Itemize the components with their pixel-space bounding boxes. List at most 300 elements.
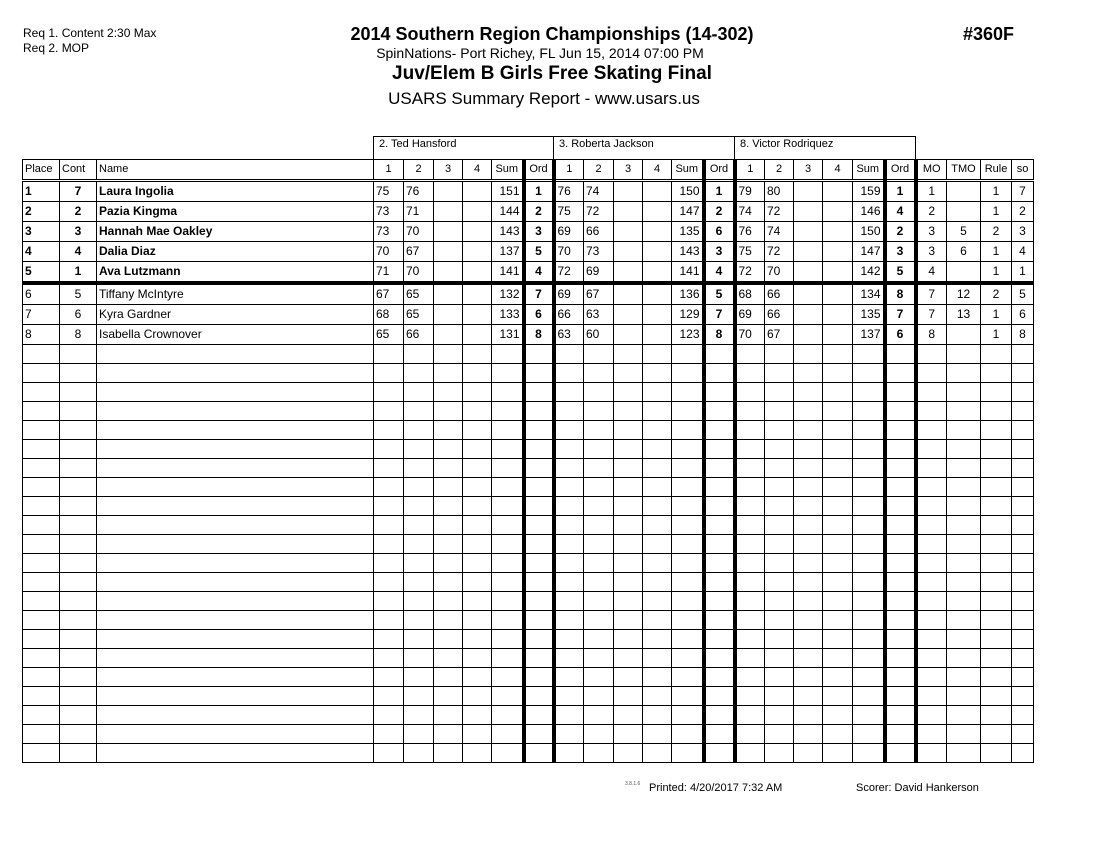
results-table bbox=[22, 159, 1034, 763]
empty-cell bbox=[643, 383, 672, 402]
empty-cell bbox=[823, 497, 853, 516]
empty-cell bbox=[794, 459, 823, 478]
score-3-cell bbox=[434, 283, 463, 305]
empty-cell bbox=[947, 535, 981, 554]
ordinal-cell: 7 bbox=[524, 283, 554, 305]
rule-cell: 2 bbox=[981, 283, 1012, 305]
score-3-cell bbox=[614, 202, 643, 222]
empty-cell bbox=[794, 383, 823, 402]
empty-cell bbox=[554, 649, 584, 668]
empty-cell bbox=[735, 554, 765, 573]
sum-cell: 147 bbox=[672, 202, 704, 222]
tmo-cell: 12 bbox=[947, 283, 981, 305]
empty-row bbox=[23, 478, 1034, 497]
empty-cell bbox=[672, 402, 704, 421]
empty-cell bbox=[981, 364, 1012, 383]
empty-cell bbox=[524, 478, 554, 497]
empty-cell bbox=[434, 497, 463, 516]
empty-cell bbox=[853, 592, 885, 611]
score-3-cell bbox=[794, 222, 823, 242]
empty-cell bbox=[524, 459, 554, 478]
score-1-cell: 69 bbox=[554, 283, 584, 305]
ordinal-cell: 6 bbox=[524, 305, 554, 325]
sum-cell: 144 bbox=[492, 202, 524, 222]
score-4-cell bbox=[643, 202, 672, 222]
empty-cell bbox=[60, 573, 97, 592]
rule-cell: 1 bbox=[981, 325, 1012, 345]
score-3-cell bbox=[794, 325, 823, 345]
empty-row bbox=[23, 687, 1034, 706]
empty-cell bbox=[794, 497, 823, 516]
empty-cell bbox=[765, 668, 794, 687]
competition-title: 2014 Southern Region Championships (14-302) bbox=[350, 24, 754, 44]
empty-cell bbox=[614, 459, 643, 478]
empty-cell bbox=[1012, 649, 1034, 668]
empty-cell bbox=[463, 345, 492, 364]
empty-cell bbox=[735, 364, 765, 383]
empty-cell bbox=[554, 630, 584, 649]
score-3-cell bbox=[434, 305, 463, 325]
sum-cell: 141 bbox=[492, 262, 524, 284]
empty-cell bbox=[60, 345, 97, 364]
empty-cell bbox=[554, 535, 584, 554]
empty-cell bbox=[23, 573, 60, 592]
empty-cell bbox=[643, 573, 672, 592]
empty-cell bbox=[463, 478, 492, 497]
empty-cell bbox=[97, 402, 374, 421]
empty-cell bbox=[823, 459, 853, 478]
empty-cell bbox=[1012, 478, 1034, 497]
score-1-cell: 76 bbox=[735, 222, 765, 242]
empty-cell bbox=[60, 706, 97, 725]
empty-cell bbox=[374, 440, 404, 459]
table-row bbox=[23, 305, 1034, 325]
empty-cell bbox=[584, 725, 614, 744]
score-1-cell: 70 bbox=[554, 242, 584, 262]
score-3-cell bbox=[614, 283, 643, 305]
empty-cell bbox=[97, 573, 374, 592]
tmo-cell bbox=[947, 181, 981, 202]
empty-cell bbox=[1012, 554, 1034, 573]
empty-cell bbox=[614, 649, 643, 668]
empty-cell bbox=[584, 402, 614, 421]
empty-cell bbox=[374, 478, 404, 497]
score-4-cell bbox=[463, 202, 492, 222]
so-cell: 6 bbox=[1012, 305, 1034, 325]
empty-cell bbox=[554, 364, 584, 383]
empty-cell bbox=[374, 725, 404, 744]
empty-cell bbox=[704, 592, 735, 611]
empty-cell bbox=[97, 383, 374, 402]
empty-cell bbox=[735, 744, 765, 763]
place-cell: 8 bbox=[23, 325, 60, 345]
score-3-cell bbox=[434, 202, 463, 222]
empty-cell bbox=[794, 687, 823, 706]
empty-cell bbox=[916, 668, 947, 687]
empty-cell bbox=[614, 725, 643, 744]
name-cell: Tiffany McIntyre bbox=[97, 283, 374, 305]
ordinal-cell: 2 bbox=[885, 222, 916, 242]
empty-cell bbox=[885, 535, 916, 554]
empty-cell bbox=[704, 668, 735, 687]
empty-cell bbox=[885, 440, 916, 459]
empty-cell bbox=[614, 744, 643, 763]
score-4-cell bbox=[643, 283, 672, 305]
sum-cell: 150 bbox=[853, 222, 885, 242]
empty-cell bbox=[853, 744, 885, 763]
empty-cell bbox=[735, 611, 765, 630]
empty-cell bbox=[97, 630, 374, 649]
empty-cell bbox=[823, 573, 853, 592]
empty-cell bbox=[23, 706, 60, 725]
empty-cell bbox=[672, 516, 704, 535]
empty-cell bbox=[916, 421, 947, 440]
empty-cell bbox=[463, 687, 492, 706]
ordinal-cell: 4 bbox=[524, 262, 554, 284]
empty-cell bbox=[554, 573, 584, 592]
empty-cell bbox=[524, 592, 554, 611]
empty-cell bbox=[704, 383, 735, 402]
empty-cell bbox=[524, 668, 554, 687]
empty-cell bbox=[614, 440, 643, 459]
empty-cell bbox=[916, 573, 947, 592]
empty-cell bbox=[614, 402, 643, 421]
empty-cell bbox=[614, 478, 643, 497]
empty-cell bbox=[23, 535, 60, 554]
empty-cell bbox=[374, 668, 404, 687]
empty-cell bbox=[1012, 573, 1034, 592]
sum-cell: 135 bbox=[853, 305, 885, 325]
empty-cell bbox=[643, 478, 672, 497]
empty-cell bbox=[853, 345, 885, 364]
empty-cell bbox=[554, 611, 584, 630]
score-3-cell bbox=[794, 262, 823, 284]
empty-cell bbox=[404, 687, 434, 706]
empty-cell bbox=[704, 554, 735, 573]
empty-cell bbox=[524, 345, 554, 364]
empty-cell bbox=[492, 649, 524, 668]
empty-cell bbox=[916, 554, 947, 573]
empty-cell bbox=[704, 706, 735, 725]
empty-cell bbox=[643, 744, 672, 763]
empty-cell bbox=[374, 402, 404, 421]
empty-cell bbox=[60, 459, 97, 478]
empty-cell bbox=[524, 611, 554, 630]
empty-cell bbox=[853, 573, 885, 592]
empty-cell bbox=[554, 725, 584, 744]
empty-cell bbox=[614, 364, 643, 383]
score-4-cell bbox=[643, 262, 672, 284]
empty-cell bbox=[947, 630, 981, 649]
empty-cell bbox=[1012, 535, 1034, 554]
score-4-cell bbox=[823, 305, 853, 325]
empty-cell bbox=[614, 630, 643, 649]
empty-cell bbox=[981, 440, 1012, 459]
so-cell: 5 bbox=[1012, 283, 1034, 305]
empty-cell bbox=[584, 611, 614, 630]
empty-cell bbox=[916, 364, 947, 383]
empty-cell bbox=[554, 744, 584, 763]
empty-cell bbox=[434, 573, 463, 592]
empty-cell bbox=[1012, 402, 1034, 421]
empty-cell bbox=[794, 649, 823, 668]
empty-cell bbox=[463, 649, 492, 668]
empty-cell bbox=[584, 592, 614, 611]
empty-cell bbox=[554, 497, 584, 516]
empty-cell bbox=[404, 630, 434, 649]
empty-cell bbox=[643, 649, 672, 668]
rule-cell: 1 bbox=[981, 202, 1012, 222]
cont-cell: 2 bbox=[60, 202, 97, 222]
empty-cell bbox=[524, 725, 554, 744]
empty-cell bbox=[735, 421, 765, 440]
empty-cell bbox=[916, 478, 947, 497]
empty-cell bbox=[1012, 706, 1034, 725]
score-4-cell bbox=[823, 283, 853, 305]
empty-cell bbox=[492, 440, 524, 459]
empty-cell bbox=[794, 364, 823, 383]
col-cont: Cont bbox=[60, 160, 97, 181]
ordinal-cell: 6 bbox=[885, 325, 916, 345]
table-row bbox=[23, 222, 1034, 242]
empty-cell bbox=[434, 459, 463, 478]
empty-cell bbox=[374, 345, 404, 364]
empty-cell bbox=[1012, 383, 1034, 402]
empty-cell bbox=[735, 478, 765, 497]
empty-cell bbox=[981, 744, 1012, 763]
name-cell: Laura Ingolia bbox=[97, 181, 374, 202]
empty-cell bbox=[374, 630, 404, 649]
sum-cell: 151 bbox=[492, 181, 524, 202]
empty-cell bbox=[672, 440, 704, 459]
rule-cell: 1 bbox=[981, 305, 1012, 325]
empty-cell bbox=[916, 630, 947, 649]
score-1-cell: 79 bbox=[735, 181, 765, 202]
empty-cell bbox=[434, 345, 463, 364]
empty-cell bbox=[947, 364, 981, 383]
empty-cell bbox=[735, 706, 765, 725]
score-4-cell bbox=[823, 325, 853, 345]
empty-cell bbox=[434, 630, 463, 649]
empty-cell bbox=[643, 687, 672, 706]
empty-cell bbox=[704, 364, 735, 383]
score-2-cell: 67 bbox=[404, 242, 434, 262]
empty-cell bbox=[735, 402, 765, 421]
empty-cell bbox=[404, 383, 434, 402]
empty-cell bbox=[60, 535, 97, 554]
empty-cell bbox=[643, 592, 672, 611]
empty-cell bbox=[981, 402, 1012, 421]
empty-cell bbox=[374, 421, 404, 440]
ordinal-cell: 8 bbox=[704, 325, 735, 345]
empty-cell bbox=[735, 497, 765, 516]
empty-cell bbox=[492, 478, 524, 497]
empty-cell bbox=[885, 649, 916, 668]
empty-cell bbox=[853, 440, 885, 459]
empty-cell bbox=[584, 383, 614, 402]
empty-cell bbox=[23, 668, 60, 687]
empty-cell bbox=[584, 345, 614, 364]
empty-cell bbox=[404, 725, 434, 744]
empty-cell bbox=[1012, 744, 1034, 763]
sum-cell: 141 bbox=[672, 262, 704, 284]
empty-cell bbox=[672, 744, 704, 763]
tmo-cell bbox=[947, 262, 981, 284]
empty-cell bbox=[97, 725, 374, 744]
empty-cell bbox=[947, 554, 981, 573]
empty-cell bbox=[981, 478, 1012, 497]
empty-cell bbox=[614, 497, 643, 516]
score-1-cell: 69 bbox=[554, 222, 584, 242]
empty-cell bbox=[853, 497, 885, 516]
empty-cell bbox=[794, 535, 823, 554]
empty-cell bbox=[765, 535, 794, 554]
col-j2-3: 3 bbox=[614, 160, 643, 181]
empty-cell bbox=[765, 611, 794, 630]
score-2-cell: 70 bbox=[765, 262, 794, 284]
empty-cell bbox=[97, 364, 374, 383]
empty-cell bbox=[735, 592, 765, 611]
empty-cell bbox=[885, 725, 916, 744]
score-1-cell: 75 bbox=[374, 181, 404, 202]
empty-cell bbox=[794, 345, 823, 364]
empty-cell bbox=[885, 630, 916, 649]
empty-cell bbox=[885, 402, 916, 421]
empty-cell bbox=[947, 459, 981, 478]
score-1-cell: 70 bbox=[374, 242, 404, 262]
score-2-cell: 67 bbox=[584, 283, 614, 305]
location-datetime: SpinNations- Port Richey, FL Jun 15, 2014 07:00 PM bbox=[376, 45, 704, 61]
sum-cell: 137 bbox=[853, 325, 885, 345]
empty-cell bbox=[97, 706, 374, 725]
ordinal-cell: 1 bbox=[524, 181, 554, 202]
name-cell: Ava Lutzmann bbox=[97, 262, 374, 284]
empty-cell bbox=[823, 440, 853, 459]
empty-cell bbox=[374, 573, 404, 592]
empty-cell bbox=[765, 649, 794, 668]
empty-cell bbox=[584, 459, 614, 478]
empty-cell bbox=[23, 744, 60, 763]
empty-row bbox=[23, 744, 1034, 763]
rule-cell: 1 bbox=[981, 262, 1012, 284]
empty-cell bbox=[60, 725, 97, 744]
score-3-cell bbox=[614, 222, 643, 242]
empty-cell bbox=[374, 687, 404, 706]
score-3-cell bbox=[434, 242, 463, 262]
score-2-cell: 80 bbox=[765, 181, 794, 202]
score-2-cell: 63 bbox=[584, 305, 614, 325]
empty-row bbox=[23, 516, 1034, 535]
so-cell: 8 bbox=[1012, 325, 1034, 345]
empty-cell bbox=[434, 402, 463, 421]
empty-cell bbox=[704, 611, 735, 630]
score-2-cell: 65 bbox=[404, 283, 434, 305]
col-mo: MO bbox=[916, 160, 947, 181]
empty-cell bbox=[97, 459, 374, 478]
cont-cell: 1 bbox=[60, 262, 97, 284]
empty-cell bbox=[97, 535, 374, 554]
empty-cell bbox=[916, 744, 947, 763]
score-4-cell bbox=[643, 305, 672, 325]
empty-cell bbox=[434, 364, 463, 383]
empty-cell bbox=[947, 706, 981, 725]
empty-cell bbox=[643, 497, 672, 516]
empty-cell bbox=[434, 744, 463, 763]
empty-row bbox=[23, 402, 1034, 421]
empty-cell bbox=[885, 421, 916, 440]
empty-cell bbox=[947, 725, 981, 744]
empty-cell bbox=[463, 592, 492, 611]
empty-cell bbox=[643, 402, 672, 421]
empty-cell bbox=[672, 421, 704, 440]
score-4-cell bbox=[463, 283, 492, 305]
empty-cell bbox=[1012, 630, 1034, 649]
empty-cell bbox=[704, 440, 735, 459]
empty-cell bbox=[463, 630, 492, 649]
empty-cell bbox=[554, 383, 584, 402]
empty-cell bbox=[404, 611, 434, 630]
empty-cell bbox=[97, 478, 374, 497]
empty-cell bbox=[584, 516, 614, 535]
sum-cell: 135 bbox=[672, 222, 704, 242]
empty-cell bbox=[981, 611, 1012, 630]
empty-cell bbox=[524, 516, 554, 535]
score-3-cell bbox=[794, 283, 823, 305]
empty-cell bbox=[765, 687, 794, 706]
empty-cell bbox=[23, 725, 60, 744]
empty-cell bbox=[463, 725, 492, 744]
table-row bbox=[23, 262, 1034, 284]
empty-cell bbox=[916, 592, 947, 611]
empty-cell bbox=[947, 592, 981, 611]
empty-cell bbox=[1012, 364, 1034, 383]
empty-cell bbox=[584, 364, 614, 383]
empty-cell bbox=[97, 554, 374, 573]
empty-cell bbox=[97, 668, 374, 687]
empty-cell bbox=[492, 592, 524, 611]
score-4-cell bbox=[823, 262, 853, 284]
empty-cell bbox=[1012, 421, 1034, 440]
empty-cell bbox=[765, 421, 794, 440]
empty-cell bbox=[23, 402, 60, 421]
sum-cell: 150 bbox=[672, 181, 704, 202]
empty-cell bbox=[492, 459, 524, 478]
empty-cell bbox=[404, 744, 434, 763]
empty-cell bbox=[60, 649, 97, 668]
empty-cell bbox=[524, 649, 554, 668]
empty-cell bbox=[614, 554, 643, 573]
score-4-cell bbox=[823, 222, 853, 242]
empty-cell bbox=[434, 649, 463, 668]
empty-cell bbox=[643, 459, 672, 478]
empty-cell bbox=[404, 478, 434, 497]
score-2-cell: 72 bbox=[765, 242, 794, 262]
sum-cell: 136 bbox=[672, 283, 704, 305]
cont-cell: 5 bbox=[60, 283, 97, 305]
score-1-cell: 72 bbox=[735, 262, 765, 284]
place-cell: 3 bbox=[23, 222, 60, 242]
ordinal-cell: 1 bbox=[885, 181, 916, 202]
empty-cell bbox=[672, 364, 704, 383]
rule-cell: 2 bbox=[981, 222, 1012, 242]
empty-cell bbox=[374, 592, 404, 611]
score-3-cell bbox=[794, 181, 823, 202]
empty-cell bbox=[823, 383, 853, 402]
empty-cell bbox=[885, 744, 916, 763]
empty-cell bbox=[97, 611, 374, 630]
empty-cell bbox=[23, 687, 60, 706]
empty-cell bbox=[672, 497, 704, 516]
